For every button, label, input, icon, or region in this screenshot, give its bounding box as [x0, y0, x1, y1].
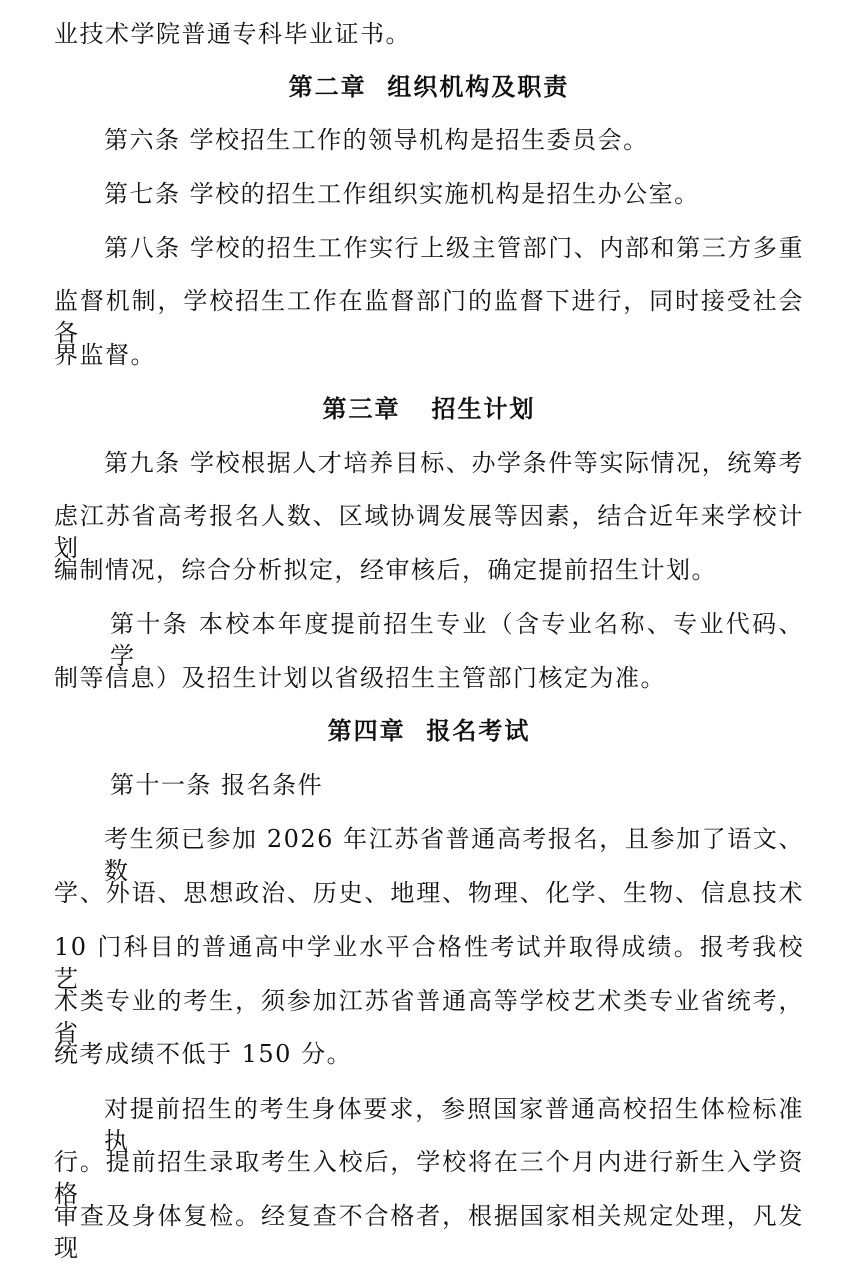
paragraph-1-line-2: 学、外语、思想政治、历史、地理、物理、化学、生物、信息技术	[54, 879, 804, 907]
article-9-line-1: 第九条 学校根据人才培养目标、办学条件等实际情况，统筹考	[104, 449, 804, 477]
article-10-line-2: 制等信息）及招生计划以省级招生主管部门核定为准。	[54, 664, 666, 692]
paragraph-2-line-2: 行。提前招生录取考生入校后，学校将在三个月内进行新生入学资格	[54, 1148, 804, 1208]
paragraph-1-line-3: 10 门科目的普通高中学业水平合格性考试并取得成绩。报考我校艺	[54, 933, 804, 993]
article-6: 第六条 学校招生工作的领导机构是招生委员会。	[104, 126, 649, 154]
paragraph-1-line-5: 统考成绩不低于 150 分。	[54, 1040, 353, 1068]
article-10-line-1: 第十条 本校本年度提前招生专业（含专业名称、专业代码、学	[110, 610, 804, 670]
paragraph-1-line-4: 术类专业的考生，须参加江苏省普通高等学校艺术类专业省统考，省	[54, 987, 804, 1047]
article-7: 第七条 学校的招生工作组织实施机构是招生办公室。	[104, 180, 700, 208]
paragraph-1-line-1: 考生须已参加 2026 年江苏省普通高考报名，且参加了语文、数	[104, 825, 804, 885]
chapter-heading-3: 第三章 招生计划	[322, 394, 536, 423]
article-8-line-3: 界监督。	[54, 341, 156, 369]
paragraph-2-line-1: 对提前招生的考生身体要求，参照国家普通高校招生体检标准执	[104, 1095, 804, 1155]
article-8-line-2: 监督机制，学校招生工作在监督部门的监督下进行，同时接受社会各	[54, 287, 804, 347]
paragraph-2-line-3: 审查及身体复检。经复查不合格者，根据国家相关规定处理，凡发现	[54, 1202, 804, 1262]
text-line: 业技术学院普通专科毕业证书。	[54, 20, 411, 48]
article-9-line-2: 虑江苏省高考报名人数、区域协调发展等因素，结合近年来学校计划	[54, 502, 804, 562]
article-9-line-3: 编制情况，综合分析拟定，经审核后，确定提前招生计划。	[54, 556, 717, 584]
chapter-heading-4: 第四章 报名考试	[327, 716, 531, 745]
chapter-heading-2: 第二章 组织机构及职责	[288, 72, 570, 101]
article-11: 第十一条 报名条件	[110, 771, 324, 799]
article-8-line-1: 第八条 学校的招生工作实行上级主管部门、内部和第三方多重	[104, 234, 804, 262]
